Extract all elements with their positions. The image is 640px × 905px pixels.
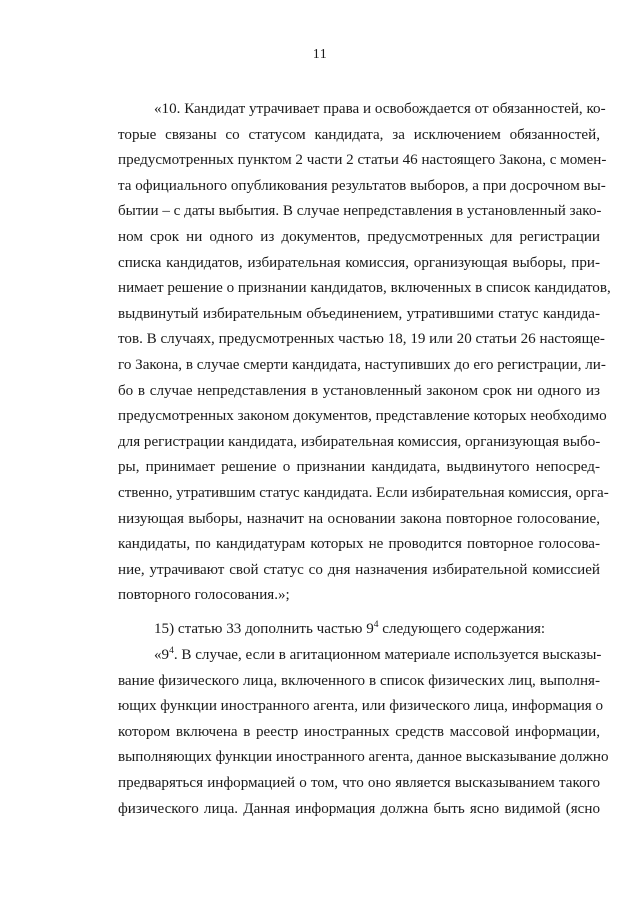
text-line: ственно, утратившим статус кандидата. Если избирательная комиссия, орга- <box>118 484 609 501</box>
text-line: низующая выборы, назначит на основании закона повторное голосование, <box>118 510 600 527</box>
text-line <box>118 617 600 643</box>
text-line: ном срок ни одного из документов, предусмотренных для регистрации <box>118 228 600 245</box>
text-line: та официального опубликования результатов выборов, а при досрочном вы- <box>118 177 606 194</box>
text-line: повторного голосования.»; <box>118 587 290 604</box>
page-number: 11 <box>312 47 328 62</box>
text-line: ющих функции иностранного агента, или физического лица, информация о <box>118 698 604 715</box>
paragraph-candidate-status <box>118 97 611 609</box>
text-line: кандидаты, по кандидатурам которых не проводится повторное голосова- <box>118 536 600 553</box>
text-line: торые связаны со статусом кандидата, за исключением обязанностей, <box>118 126 600 143</box>
text-line: го Закона, в случае смерти кандидата, наступивших до его регистрации, ли- <box>118 356 606 373</box>
text-line: ры, принимает решение о признании кандидата, выдвинутого непосред- <box>118 459 600 476</box>
text-line: выдвинутый избирательным объединением, утратившими статус кандида- <box>118 305 600 322</box>
text-line: предусмотренных законом документов, представление которых необходимо <box>118 408 607 425</box>
text-line: предусмотренных пунктом 2 части 2 статьи 46 настоящего Закона, с момен- <box>118 152 607 169</box>
part-number: «9 <box>154 647 170 663</box>
text-line: предваряться информацией о том, что оно является высказыванием такого <box>118 774 600 791</box>
text-line: ние, утрачивают свой статус со дня назначения избирательной комиссией <box>118 561 600 578</box>
superscript: 4 <box>169 646 174 656</box>
text-line: для регистрации кандидата, избирательная комиссия, организующая выбо- <box>118 433 601 450</box>
text-line: тов. В случаях, предусмотренных частью 18, 19 или 20 статьи 26 настояще- <box>118 331 605 348</box>
paragraph-item-15 <box>118 617 600 643</box>
text-line: вание физического лица, включенного в список физических лиц, выполня- <box>118 672 600 689</box>
part-text: . В случае, если в агитационном материале используется высказы- <box>173 647 602 663</box>
superscript: 4 <box>373 620 379 630</box>
text-line: «10. Кандидат утрачивает права и освобождается от обязанностей, ко- <box>154 101 606 117</box>
text-line: списка кандидатов, избирательная комиссия, организующая выборы, при- <box>118 254 600 271</box>
text-line: котором включена в реестр иностранных средств массовой информации, <box>118 723 600 740</box>
paragraph-part-9-4 <box>118 643 609 822</box>
item-15-text: 15) статью 33 дополнить частью 9 <box>154 621 374 637</box>
text-line: бо в случае непредставления в установленный законом срок ни одного из <box>118 382 600 399</box>
text-line: бытии – с даты выбытия. В случае непредставления в установленный зако- <box>118 203 602 220</box>
text-line <box>118 643 600 669</box>
text-line: выполняющих функции иностранного агента, данное высказывание должно <box>118 749 609 766</box>
item-15-text-end: следующего содержания: <box>378 621 546 637</box>
text-line: физического лица. Данная информация должна быть ясно видимой (ясно <box>118 800 600 817</box>
text-line: нимает решение о признании кандидатов, включенных в список кандидатов, <box>118 280 611 297</box>
